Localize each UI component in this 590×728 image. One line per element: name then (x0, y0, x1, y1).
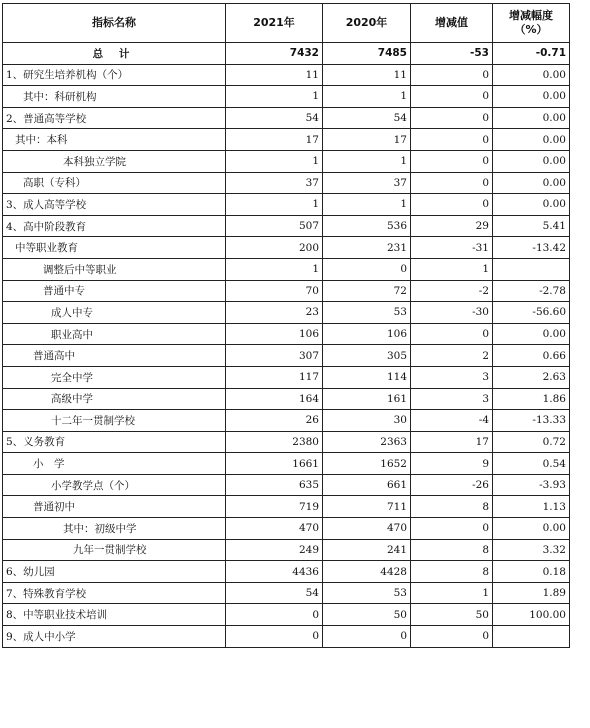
row-change-percent: 1.89 (493, 582, 570, 604)
row-value-2020: 1 (323, 194, 411, 216)
row-change-percent: -3.93 (493, 474, 570, 496)
row-value-2021: 164 (226, 388, 323, 410)
table-row (3, 626, 570, 648)
table-row (3, 302, 570, 324)
row-value-2020: 2363 (323, 431, 411, 453)
table-row (3, 518, 570, 540)
row-value-2020: 17 (323, 129, 411, 151)
table-row (3, 215, 570, 237)
table-row (3, 604, 570, 626)
row-indicator-name: 其中：科研机构 (3, 86, 226, 108)
row-value-2020: 50 (323, 604, 411, 626)
row-value-2021: 507 (226, 215, 323, 237)
row-value-2021: 1661 (226, 453, 323, 475)
row-indicator-name: 十二年一贯制学校 (3, 410, 226, 432)
row-value-2021: 2380 (226, 431, 323, 453)
row-change-percent: 0.00 (493, 194, 570, 216)
row-change-value: 0 (411, 129, 493, 151)
table-row (3, 431, 570, 453)
row-value-2020: 7485 (323, 43, 411, 65)
row-value-2021: 26 (226, 410, 323, 432)
row-value-2020: 0 (323, 626, 411, 648)
row-indicator-name: 九年一贯制学校 (3, 539, 226, 561)
row-value-2021: 17 (226, 129, 323, 151)
table-row (3, 237, 570, 259)
row-indicator-name: 调整后中等职业 (3, 258, 226, 280)
table-row (3, 410, 570, 432)
row-value-2021: 117 (226, 366, 323, 388)
row-value-2020: 53 (323, 582, 411, 604)
row-indicator-name: 7、特殊教育学校 (3, 582, 226, 604)
row-change-value: 3 (411, 388, 493, 410)
row-value-2020: 1652 (323, 453, 411, 475)
row-change-value: 1 (411, 582, 493, 604)
row-value-2020: 536 (323, 215, 411, 237)
header-change-percent: 增减幅度（%） (493, 4, 570, 43)
row-change-value: 2 (411, 345, 493, 367)
row-change-percent: 100.00 (493, 604, 570, 626)
row-value-2021: 1 (226, 150, 323, 172)
table-row (3, 388, 570, 410)
row-change-value: -30 (411, 302, 493, 324)
row-indicator-name: 5、义务教育 (3, 431, 226, 453)
row-change-value: -31 (411, 237, 493, 259)
table-row (3, 496, 570, 518)
row-indicator-name: 3、成人高等学校 (3, 194, 226, 216)
row-change-value: 0 (411, 86, 493, 108)
row-value-2020: 114 (323, 366, 411, 388)
row-value-2020: 711 (323, 496, 411, 518)
row-indicator-name: 普通高中 (3, 345, 226, 367)
row-value-2021: 70 (226, 280, 323, 302)
row-indicator-name: 2、普通高等学校 (3, 107, 226, 129)
row-indicator-name: 成人中专 (3, 302, 226, 324)
row-value-2021: 1 (226, 258, 323, 280)
row-change-percent: 0.00 (493, 129, 570, 151)
row-change-percent: -2.78 (493, 280, 570, 302)
table-row (3, 107, 570, 129)
row-value-2020: 106 (323, 323, 411, 345)
table-header-row (3, 4, 570, 43)
row-change-percent: 0.66 (493, 345, 570, 367)
row-change-percent: 1.13 (493, 496, 570, 518)
row-change-percent: 0.72 (493, 431, 570, 453)
row-value-2020: 470 (323, 518, 411, 540)
row-value-2020: 241 (323, 539, 411, 561)
row-change-value: 0 (411, 64, 493, 86)
row-value-2021: 54 (226, 582, 323, 604)
row-change-percent: 0.00 (493, 107, 570, 129)
row-change-percent: 0.18 (493, 561, 570, 583)
row-change-percent: 0.00 (493, 64, 570, 86)
statistics-table-container (2, 3, 570, 648)
row-indicator-name: 其中：本科 (3, 129, 226, 151)
header-year-2021: 2021年 (226, 4, 323, 43)
row-indicator-name: 普通初中 (3, 496, 226, 518)
row-value-2021: 200 (226, 237, 323, 259)
row-value-2021: 1 (226, 86, 323, 108)
table-row (3, 280, 570, 302)
row-value-2020: 1 (323, 150, 411, 172)
row-indicator-name: 其中：初级中学 (3, 518, 226, 540)
row-value-2021: 11 (226, 64, 323, 86)
row-change-percent: 0.00 (493, 323, 570, 345)
row-value-2020: 305 (323, 345, 411, 367)
row-value-2020: 30 (323, 410, 411, 432)
table-row (3, 539, 570, 561)
row-change-percent: 5.41 (493, 215, 570, 237)
table-row (3, 172, 570, 194)
row-value-2020: 1 (323, 86, 411, 108)
table-row (3, 474, 570, 496)
row-indicator-name: 完全中学 (3, 366, 226, 388)
row-change-value: -53 (411, 43, 493, 65)
table-row (3, 258, 570, 280)
table-row (3, 194, 570, 216)
row-indicator-name: 总 计 (3, 43, 226, 65)
row-value-2020: 53 (323, 302, 411, 324)
row-change-value: 29 (411, 215, 493, 237)
row-change-value: 9 (411, 453, 493, 475)
row-change-percent: 3.32 (493, 539, 570, 561)
row-value-2020: 161 (323, 388, 411, 410)
row-value-2020: 661 (323, 474, 411, 496)
row-change-value: 0 (411, 626, 493, 648)
row-change-percent: 0.54 (493, 453, 570, 475)
row-change-percent (493, 626, 570, 648)
table-row (3, 129, 570, 151)
row-change-value: 8 (411, 496, 493, 518)
row-change-percent: 0.00 (493, 172, 570, 194)
table-row (3, 150, 570, 172)
row-indicator-name: 小学教学点（个） (3, 474, 226, 496)
table-row (3, 345, 570, 367)
row-change-value: 8 (411, 539, 493, 561)
school-count-table (2, 3, 570, 648)
row-change-value: 0 (411, 194, 493, 216)
row-indicator-name: 本科独立学院 (3, 150, 226, 172)
row-change-value: 1 (411, 258, 493, 280)
row-indicator-name: 6、幼儿园 (3, 561, 226, 583)
row-change-percent: 2.63 (493, 366, 570, 388)
table-body (3, 43, 570, 648)
row-change-percent: 0.00 (493, 86, 570, 108)
header-change-value: 增减值 (411, 4, 493, 43)
table-row (3, 366, 570, 388)
row-indicator-name: 8、中等职业技术培训 (3, 604, 226, 626)
row-change-value: -4 (411, 410, 493, 432)
row-indicator-name: 9、成人中小学 (3, 626, 226, 648)
row-change-percent (493, 258, 570, 280)
row-change-percent: 0.00 (493, 518, 570, 540)
row-value-2021: 470 (226, 518, 323, 540)
row-value-2021: 4436 (226, 561, 323, 583)
row-change-value: 0 (411, 107, 493, 129)
table-row (3, 582, 570, 604)
row-value-2020: 4428 (323, 561, 411, 583)
row-value-2021: 0 (226, 626, 323, 648)
row-indicator-name: 普通中专 (3, 280, 226, 302)
row-change-percent: -56.60 (493, 302, 570, 324)
row-value-2020: 37 (323, 172, 411, 194)
row-indicator-name: 4、高中阶段教育 (3, 215, 226, 237)
row-value-2020: 231 (323, 237, 411, 259)
row-change-value: 0 (411, 323, 493, 345)
table-row (3, 561, 570, 583)
row-change-value: 0 (411, 172, 493, 194)
row-change-value: -26 (411, 474, 493, 496)
row-indicator-name: 小 学 (3, 453, 226, 475)
row-indicator-name: 1、研究生培养机构（个） (3, 64, 226, 86)
row-value-2021: 635 (226, 474, 323, 496)
row-indicator-name: 高职（专科） (3, 172, 226, 194)
row-change-percent: 0.00 (493, 150, 570, 172)
row-value-2021: 307 (226, 345, 323, 367)
row-indicator-name: 职业高中 (3, 323, 226, 345)
row-change-value: 0 (411, 518, 493, 540)
row-change-percent: -0.71 (493, 43, 570, 65)
row-value-2020: 11 (323, 64, 411, 86)
table-row (3, 64, 570, 86)
row-value-2021: 7432 (226, 43, 323, 65)
row-value-2021: 106 (226, 323, 323, 345)
table-row (3, 453, 570, 475)
table-row (3, 86, 570, 108)
row-value-2021: 54 (226, 107, 323, 129)
row-change-value: 17 (411, 431, 493, 453)
row-change-value: -2 (411, 280, 493, 302)
row-change-percent: -13.33 (493, 410, 570, 432)
table-row (3, 323, 570, 345)
row-value-2021: 0 (226, 604, 323, 626)
row-value-2021: 23 (226, 302, 323, 324)
row-change-value: 3 (411, 366, 493, 388)
header-indicator-name: 指标名称 (3, 4, 226, 43)
row-change-value: 0 (411, 150, 493, 172)
row-indicator-name: 高级中学 (3, 388, 226, 410)
row-change-value: 50 (411, 604, 493, 626)
row-change-value: 8 (411, 561, 493, 583)
row-value-2020: 72 (323, 280, 411, 302)
row-value-2021: 249 (226, 539, 323, 561)
row-change-percent: 1.86 (493, 388, 570, 410)
row-value-2020: 0 (323, 258, 411, 280)
row-value-2021: 719 (226, 496, 323, 518)
row-value-2020: 54 (323, 107, 411, 129)
row-value-2021: 1 (226, 194, 323, 216)
row-indicator-name: 中等职业教育 (3, 237, 226, 259)
header-year-2020: 2020年 (323, 4, 411, 43)
table-row (3, 43, 570, 65)
row-value-2021: 37 (226, 172, 323, 194)
row-change-percent: -13.42 (493, 237, 570, 259)
